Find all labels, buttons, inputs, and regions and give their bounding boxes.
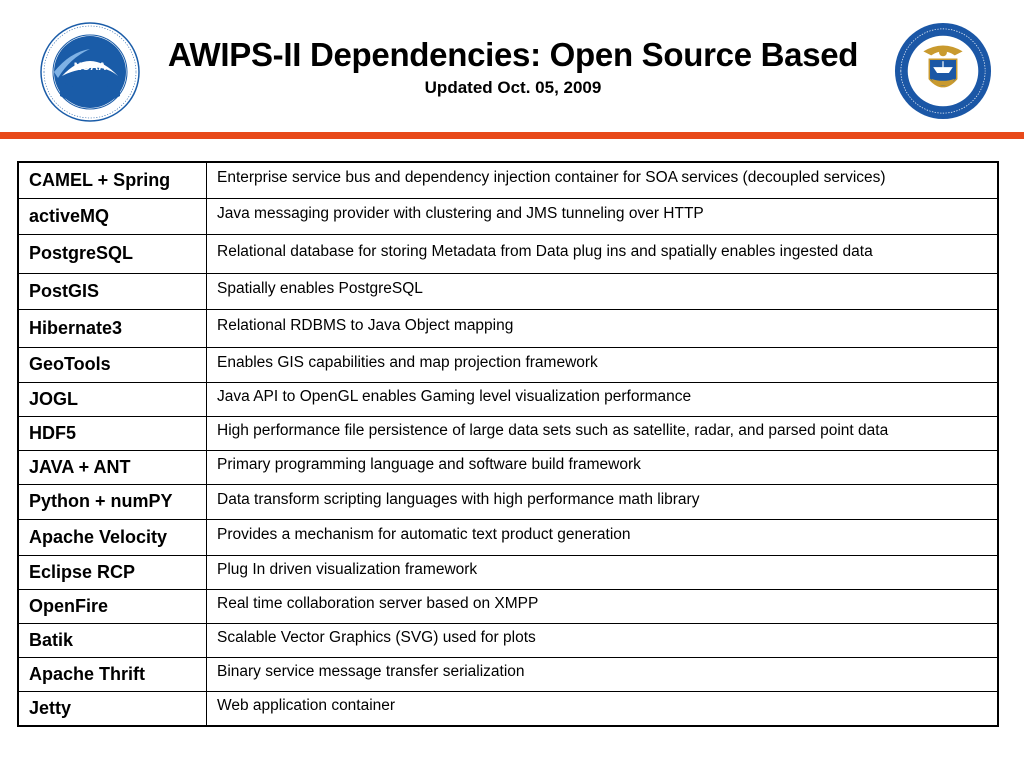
dependency-description: Real time collaboration server based on XMPP — [207, 589, 999, 623]
dependency-description: Provides a mechanism for automatic text product generation — [207, 519, 999, 555]
dependency-row — [18, 519, 998, 555]
dependency-name: activeMQ — [18, 198, 207, 234]
dependency-row — [18, 484, 998, 519]
dependency-description: Enables GIS capabilities and map projection framework — [207, 347, 999, 382]
dependency-row — [18, 382, 998, 416]
dependency-row — [18, 555, 998, 589]
page-title: AWIPS-II Dependencies: Open Source Based — [167, 36, 859, 73]
dependency-row — [18, 623, 998, 657]
dependency-description: Scalable Vector Graphics (SVG) used for plots — [207, 623, 999, 657]
dependencies-table — [17, 161, 999, 727]
dependency-row — [18, 162, 998, 198]
dependency-name: Batik — [18, 623, 207, 657]
dependency-name: CAMEL + Spring — [18, 162, 207, 198]
dependency-row — [18, 198, 998, 234]
dependency-name: JAVA + ANT — [18, 450, 207, 484]
dependency-name: Eclipse RCP — [18, 555, 207, 589]
dependency-description: Web application container — [207, 691, 999, 726]
dependency-row — [18, 309, 998, 347]
dependency-description: Data transform scripting languages with high performance math library — [207, 484, 999, 519]
noaa-seal-icon — [40, 22, 140, 122]
dependency-row — [18, 589, 998, 623]
dependency-name: PostgreSQL — [18, 234, 207, 273]
dependency-description: Enterprise service bus and dependency injection container for SOA services (decoupled services) — [207, 162, 999, 198]
dependencies-table-body — [18, 162, 998, 726]
department-of-commerce-seal-icon — [894, 22, 992, 120]
dependency-row — [18, 347, 998, 382]
dependency-name: OpenFire — [18, 589, 207, 623]
dependency-name: Apache Velocity — [18, 519, 207, 555]
dependency-row — [18, 273, 998, 309]
dependency-description: Plug In driven visualization framework — [207, 555, 999, 589]
page-subtitle: Updated Oct. 05, 2009 — [424, 78, 602, 97]
dependency-description: Relational database for storing Metadata from Data plug ins and spatially enables ingested data — [207, 234, 999, 273]
dependency-name: JOGL — [18, 382, 207, 416]
slide-header — [0, 0, 1024, 138]
dependency-row — [18, 450, 998, 484]
header-divider — [0, 132, 1024, 139]
dependency-name: Hibernate3 — [18, 309, 207, 347]
dependency-name: HDF5 — [18, 416, 207, 450]
dependency-description: Java messaging provider with clustering and JMS tunneling over HTTP — [207, 198, 999, 234]
dependency-description: Binary service message transfer serialization — [207, 657, 999, 691]
dependency-name: Python + numPY — [18, 484, 207, 519]
dependency-name: PostGIS — [18, 273, 207, 309]
dependency-row — [18, 416, 998, 450]
dependency-row — [18, 691, 998, 726]
dependency-row — [18, 234, 998, 273]
dependency-description: Primary programming language and software build framework — [207, 450, 999, 484]
noaa-logo-text: NOAA — [73, 61, 107, 73]
dependency-name: Apache Thrift — [18, 657, 207, 691]
dependency-row — [18, 657, 998, 691]
dependency-name: GeoTools — [18, 347, 207, 382]
dependency-description: High performance file persistence of large data sets such as satellite, radar, and parsed point data — [207, 416, 999, 450]
dependency-description: Relational RDBMS to Java Object mapping — [207, 309, 999, 347]
dependency-name: Jetty — [18, 691, 207, 726]
dependency-description: Spatially enables PostgreSQL — [207, 273, 999, 309]
dependency-description: Java API to OpenGL enables Gaming level visualization performance — [207, 382, 999, 416]
